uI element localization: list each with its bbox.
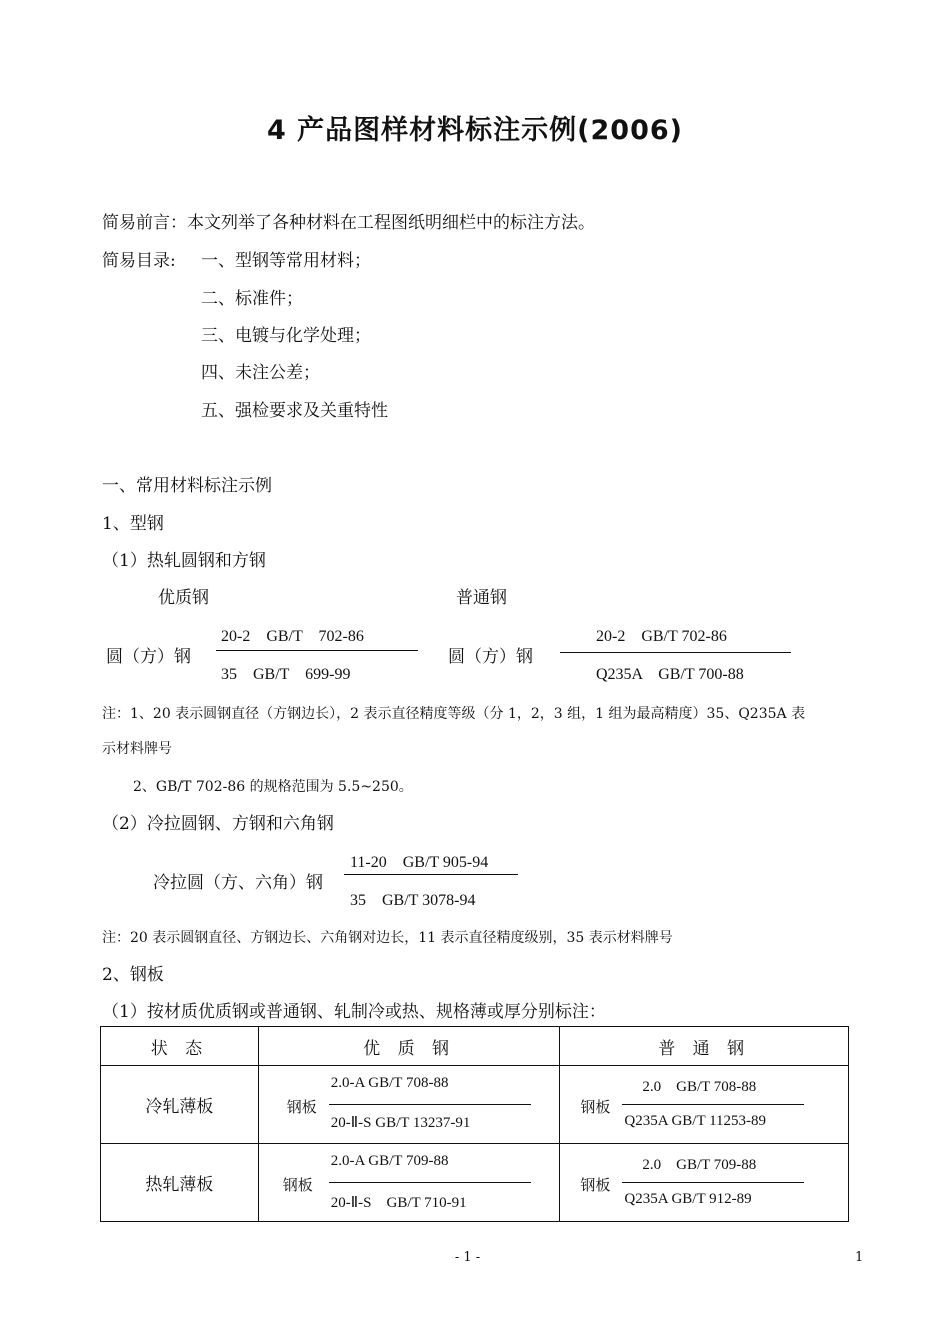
material-label: 冷拉圆（方、六角）钢	[153, 873, 323, 893]
plate-label: 钢板	[580, 1098, 611, 1116]
state-cell: 冷轧薄板	[101, 1066, 259, 1144]
table-row	[101, 1144, 849, 1222]
fraction-line	[329, 1104, 531, 1105]
spec-denominator: Q235A GB/T 700-88	[596, 666, 744, 683]
spec-denominator: Q235A GB/T 11253-89	[624, 1113, 767, 1129]
note-text: 注：20 表示圆钢直径、方钢边长、六角钢对边长，11 表示直径精度级别，35 表示材料牌号	[102, 930, 673, 946]
material-label: 圆（方）钢	[448, 647, 533, 667]
common-cell	[560, 1144, 849, 1222]
material-label: 圆（方）钢	[106, 647, 191, 667]
item-heading: （2）冷拉圆钢、方钢和六角钢	[102, 814, 334, 834]
spec-denominator: 35 GB/T 699-99	[221, 666, 351, 683]
note-text: 示材料牌号	[102, 741, 172, 757]
state-cell: 热轧薄板	[101, 1144, 259, 1222]
spec-numerator: 2.0-A GB/T 708-88	[330, 1075, 449, 1091]
subsection-heading: 1、型钢	[102, 514, 164, 534]
spec-numerator: 20-2 GB/T 702-86	[596, 628, 727, 645]
item-heading: （1）热轧圆钢和方钢	[102, 551, 266, 571]
spec-denominator: 35 GB/T 3078-94	[350, 892, 476, 909]
toc-item: 二、标准件；	[201, 289, 303, 309]
table-header-row	[101, 1027, 849, 1066]
spec-numerator: 2.0-A GB/T 709-88	[330, 1153, 449, 1169]
spec-numerator: 2.0 GB/T 709-88	[642, 1157, 757, 1173]
section-heading: 一、常用材料标注示例	[102, 476, 272, 496]
plate-label: 钢板	[282, 1176, 313, 1194]
table-row	[101, 1066, 849, 1144]
column-label-quality: 优质钢	[158, 588, 209, 608]
fraction-line	[622, 1104, 804, 1105]
table-header-cell: 普 通 钢	[560, 1027, 849, 1066]
toc-item: 一、型钢等常用材料；	[201, 251, 371, 271]
subsection-heading: 2、钢板	[102, 965, 164, 985]
page-title: 4 产品图样材料标注示例(2006)	[266, 115, 683, 146]
spec-denominator: Q235A GB/T 912-89	[624, 1191, 752, 1207]
toc-label: 简易目录:	[102, 251, 176, 271]
spec-denominator: 20-Ⅱ-S GB/T 13237-91	[330, 1115, 471, 1131]
spec-denominator: 20-Ⅱ-S GB/T 710-91	[330, 1195, 467, 1211]
fraction-line	[344, 874, 518, 875]
fraction-line	[560, 652, 791, 653]
toc-item: 四、未注公差；	[201, 363, 320, 383]
page-number-right: 1	[855, 1250, 864, 1265]
page-number-center: - 1 -	[454, 1250, 481, 1265]
spec-numerator: 20-2 GB/T 702-86	[221, 628, 364, 645]
common-cell	[560, 1066, 849, 1144]
quality-cell	[258, 1144, 560, 1222]
table-header-cell: 优 质 钢	[258, 1027, 560, 1066]
note-text: 2、GB/T 702-86 的规格范围为 5.5~250。	[133, 779, 413, 795]
fraction-line	[329, 1182, 531, 1183]
column-label-common: 普通钢	[456, 588, 507, 608]
fraction-line	[216, 650, 418, 651]
fraction-line	[622, 1182, 804, 1183]
plate-label: 钢板	[286, 1098, 317, 1116]
steel-plate-table	[100, 1026, 849, 1222]
table-header-cell: 状 态	[101, 1027, 259, 1066]
plate-label: 钢板	[580, 1176, 611, 1194]
quality-cell	[258, 1066, 560, 1144]
toc-item: 三、电镀与化学处理；	[201, 326, 371, 346]
spec-numerator: 11-20 GB/T 905-94	[350, 854, 489, 871]
preface-text: 简易前言：本文列举了各种材料在工程图纸明细栏中的标注方法。	[102, 213, 595, 233]
item-heading: （1）按材质优质钢或普通钢、轧制冷或热、规格薄或厚分别标注：	[102, 1002, 606, 1022]
toc-item: 五、强检要求及关重特性	[201, 401, 388, 421]
spec-numerator: 2.0 GB/T 708-88	[642, 1079, 757, 1095]
note-text: 注：1、20 表示圆钢直径（方钢边长），2 表示直径精度等级（分 1，2，3 组，1 组为最高精度）35、Q235A 表	[102, 706, 806, 722]
